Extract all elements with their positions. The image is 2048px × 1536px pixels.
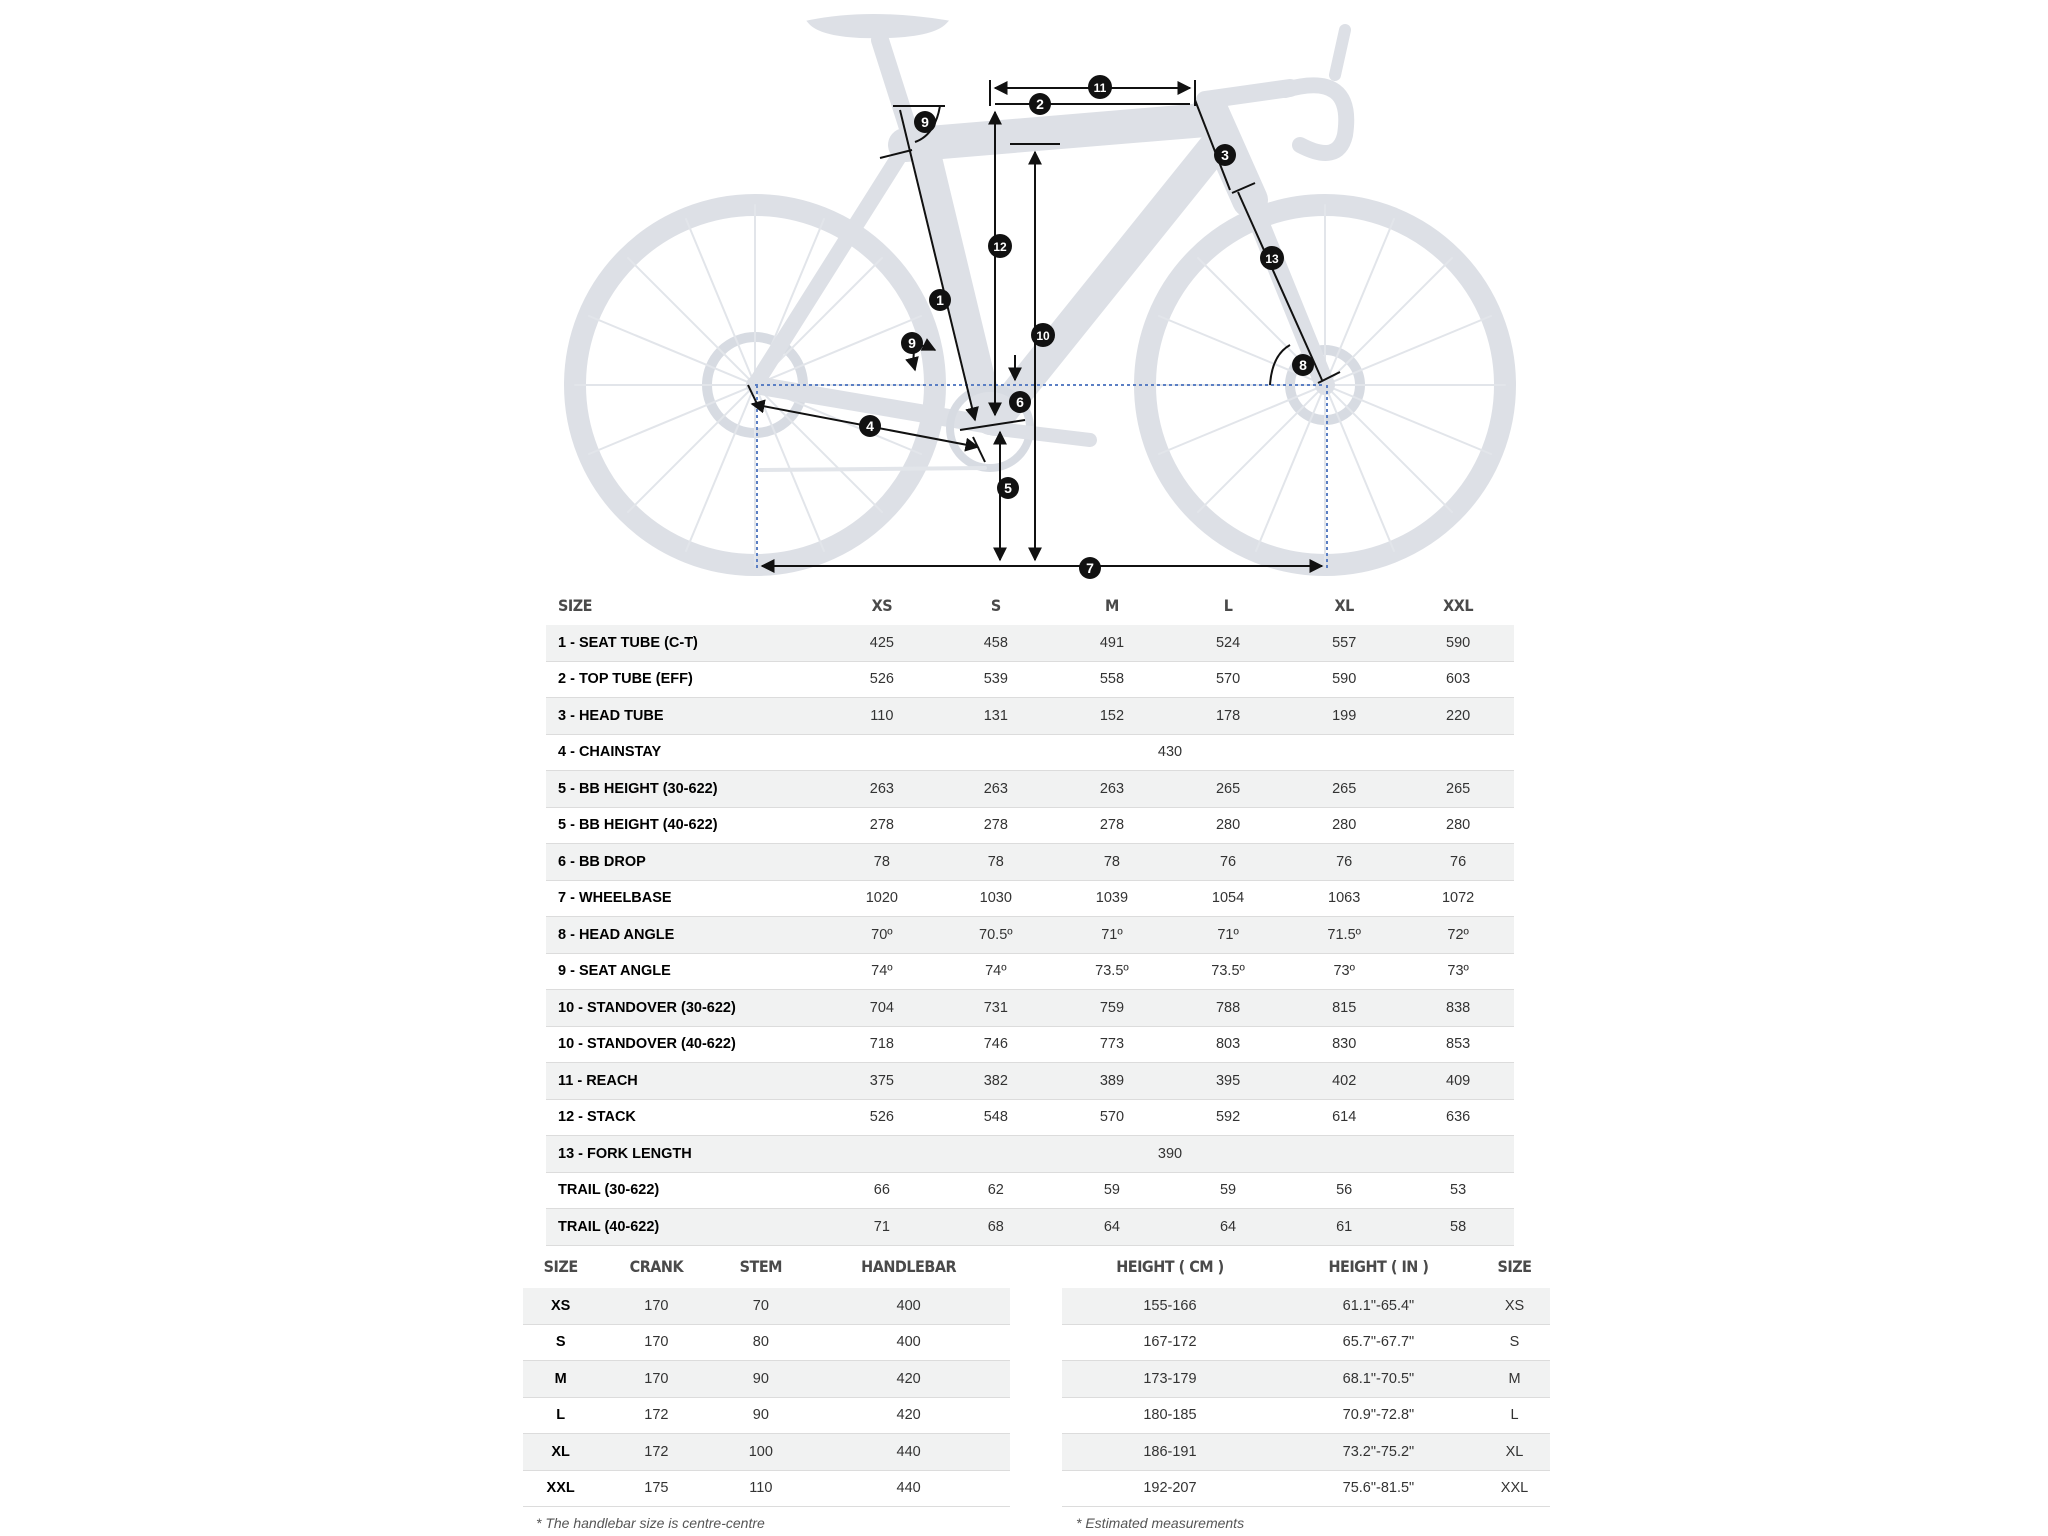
measurement-value: 73.5º bbox=[1054, 953, 1170, 990]
geometry-table bbox=[546, 585, 1514, 1246]
svg-text:11: 11 bbox=[1093, 81, 1107, 95]
measurement-label: 13 - FORK LENGTH bbox=[546, 1136, 826, 1173]
measurement-value: 838 bbox=[1402, 990, 1514, 1027]
component-value: 170 bbox=[598, 1324, 714, 1361]
measurement-value: 830 bbox=[1286, 1026, 1402, 1063]
marker-7 bbox=[1079, 557, 1101, 579]
measurement-value: 71º bbox=[1054, 917, 1170, 954]
fit-value: L bbox=[1479, 1397, 1550, 1434]
size-header: M bbox=[1105, 595, 1119, 615]
svg-text:6: 6 bbox=[1016, 394, 1024, 410]
measurement-value: 557 bbox=[1286, 625, 1402, 661]
measurement-value: 731 bbox=[938, 990, 1054, 1027]
marker-9-top bbox=[914, 111, 936, 133]
component-value: 90 bbox=[714, 1397, 807, 1434]
measurement-value: 78 bbox=[1054, 844, 1170, 881]
svg-text:7: 7 bbox=[1086, 560, 1094, 576]
measurement-value: 178 bbox=[1170, 698, 1286, 735]
measurement-value: 558 bbox=[1054, 661, 1170, 698]
component-value: 172 bbox=[598, 1397, 714, 1434]
measurement-label: 10 - STANDOVER (40-622) bbox=[546, 1026, 826, 1063]
measurement-value: 152 bbox=[1054, 698, 1170, 735]
measurement-value: 78 bbox=[826, 844, 938, 881]
measurement-value: 78 bbox=[938, 844, 1054, 881]
bike-geometry-diagram bbox=[0, 0, 2048, 580]
fit-value: 173-179 bbox=[1062, 1361, 1278, 1398]
component-value: 80 bbox=[714, 1324, 807, 1361]
measurement-value: 425 bbox=[826, 625, 938, 661]
marker-9-bottom bbox=[901, 332, 923, 354]
measurement-value: 263 bbox=[1054, 771, 1170, 808]
fit-row bbox=[1062, 1361, 1550, 1398]
geometry-row bbox=[546, 771, 1514, 808]
component-value: 440 bbox=[807, 1434, 1010, 1471]
measurement-value: 788 bbox=[1170, 990, 1286, 1027]
measurement-value: 395 bbox=[1170, 1063, 1286, 1100]
measurement-value: 1054 bbox=[1170, 880, 1286, 917]
rider-fit-table bbox=[1062, 1244, 1550, 1507]
measurement-value: 570 bbox=[1170, 661, 1286, 698]
geometry-size-header: SIZE bbox=[558, 595, 592, 615]
component-value: 90 bbox=[714, 1361, 807, 1398]
component-value: 70 bbox=[714, 1288, 807, 1324]
svg-text:9: 9 bbox=[921, 114, 929, 130]
measurement-label: TRAIL (40-622) bbox=[546, 1209, 826, 1246]
svg-text:1: 1 bbox=[936, 292, 944, 308]
marker-12 bbox=[988, 234, 1012, 258]
fit-value: 75.6"-81.5" bbox=[1278, 1470, 1479, 1507]
measurement-value: 1030 bbox=[938, 880, 1054, 917]
geometry-row bbox=[546, 990, 1514, 1027]
measurement-value: 64 bbox=[1170, 1209, 1286, 1246]
measurement-value: 199 bbox=[1286, 698, 1402, 735]
measurement-label: 5 - BB HEIGHT (40-622) bbox=[546, 807, 826, 844]
measurement-value: 704 bbox=[826, 990, 938, 1027]
measurement-value: 1072 bbox=[1402, 880, 1514, 917]
measurement-value: 278 bbox=[826, 807, 938, 844]
geometry-row bbox=[546, 698, 1514, 735]
components-header: CRANK bbox=[629, 1256, 684, 1276]
measurement-value: 590 bbox=[1286, 661, 1402, 698]
component-size: XL bbox=[523, 1434, 598, 1471]
measurement-value: 72º bbox=[1402, 917, 1514, 954]
geometry-row bbox=[546, 661, 1514, 698]
component-size: M bbox=[523, 1361, 598, 1398]
measurement-value: 265 bbox=[1402, 771, 1514, 808]
fit-value: 186-191 bbox=[1062, 1434, 1278, 1471]
measurement-value: 402 bbox=[1286, 1063, 1402, 1100]
measurement-value: 71 bbox=[826, 1209, 938, 1246]
fit-value: 192-207 bbox=[1062, 1470, 1278, 1507]
components-header: SIZE bbox=[543, 1256, 578, 1276]
measurement-value: 636 bbox=[1402, 1099, 1514, 1136]
measurement-value: 53 bbox=[1402, 1172, 1514, 1209]
measurement-value: 603 bbox=[1402, 661, 1514, 698]
measurement-value: 390 bbox=[826, 1136, 1514, 1173]
measurement-value: 56 bbox=[1286, 1172, 1402, 1209]
measurement-value: 389 bbox=[1054, 1063, 1170, 1100]
component-size: XXL bbox=[523, 1470, 598, 1507]
geometry-row bbox=[546, 807, 1514, 844]
measurement-label: 3 - HEAD TUBE bbox=[546, 698, 826, 735]
svg-text:4: 4 bbox=[866, 418, 874, 434]
measurement-label: 11 - REACH bbox=[546, 1063, 826, 1100]
measurement-value: 409 bbox=[1402, 1063, 1514, 1100]
measurement-label: 4 - CHAINSTAY bbox=[546, 734, 826, 771]
measurement-label: 2 - TOP TUBE (EFF) bbox=[546, 661, 826, 698]
marker-10 bbox=[1031, 323, 1055, 347]
measurement-value: 265 bbox=[1286, 771, 1402, 808]
component-size: XS bbox=[523, 1288, 598, 1324]
svg-text:3: 3 bbox=[1221, 147, 1229, 163]
components-table bbox=[523, 1244, 1010, 1507]
svg-text:5: 5 bbox=[1004, 480, 1012, 496]
geometry-row bbox=[546, 844, 1514, 881]
measurement-value: 62 bbox=[938, 1172, 1054, 1209]
estimated-note: * Estimated measurements bbox=[1076, 1515, 1245, 1531]
measurement-value: 382 bbox=[938, 1063, 1054, 1100]
component-value: 420 bbox=[807, 1397, 1010, 1434]
component-value: 400 bbox=[807, 1324, 1010, 1361]
handlebar-note: * The handlebar size is centre-centre bbox=[536, 1515, 765, 1531]
measurement-value: 76 bbox=[1170, 844, 1286, 881]
size-header: L bbox=[1223, 595, 1233, 615]
measurement-value: 759 bbox=[1054, 990, 1170, 1027]
svg-text:10: 10 bbox=[1036, 329, 1050, 343]
measurement-value: 110 bbox=[826, 698, 938, 735]
fit-value: 61.1"-65.4" bbox=[1278, 1288, 1479, 1324]
component-value: 170 bbox=[598, 1361, 714, 1398]
measurement-value: 74º bbox=[826, 953, 938, 990]
fit-row bbox=[1062, 1397, 1550, 1434]
component-value: 400 bbox=[807, 1288, 1010, 1324]
measurement-value: 59 bbox=[1054, 1172, 1170, 1209]
components-row bbox=[523, 1324, 1010, 1361]
marker-8 bbox=[1292, 354, 1314, 376]
measurement-value: 280 bbox=[1402, 807, 1514, 844]
geometry-row bbox=[546, 880, 1514, 917]
measurement-value: 570 bbox=[1054, 1099, 1170, 1136]
geometry-row bbox=[546, 1136, 1514, 1173]
measurement-value: 815 bbox=[1286, 990, 1402, 1027]
fit-value: 155-166 bbox=[1062, 1288, 1278, 1324]
measurement-value: 491 bbox=[1054, 625, 1170, 661]
measurement-value: 76 bbox=[1402, 844, 1514, 881]
measurement-value: 614 bbox=[1286, 1099, 1402, 1136]
fit-value: 70.9"-72.8" bbox=[1278, 1397, 1479, 1434]
size-header: S bbox=[990, 595, 1001, 615]
measurement-label: 8 - HEAD ANGLE bbox=[546, 917, 826, 954]
components-row bbox=[523, 1434, 1010, 1471]
size-header: XL bbox=[1334, 595, 1354, 615]
marker-3 bbox=[1214, 144, 1236, 166]
measurement-value: 592 bbox=[1170, 1099, 1286, 1136]
svg-text:12: 12 bbox=[993, 240, 1007, 254]
measurement-lines bbox=[748, 80, 1340, 566]
fit-value: M bbox=[1479, 1361, 1550, 1398]
fit-value: 65.7"-67.7" bbox=[1278, 1324, 1479, 1361]
measurement-value: 280 bbox=[1170, 807, 1286, 844]
measurement-value: 278 bbox=[938, 807, 1054, 844]
measurement-value: 1020 bbox=[826, 880, 938, 917]
components-row bbox=[523, 1470, 1010, 1507]
component-value: 420 bbox=[807, 1361, 1010, 1398]
components-row bbox=[523, 1288, 1010, 1324]
geometry-row bbox=[546, 1026, 1514, 1063]
measurement-value: 590 bbox=[1402, 625, 1514, 661]
measurement-value: 71º bbox=[1170, 917, 1286, 954]
marker-11 bbox=[1088, 75, 1112, 99]
measurement-value: 280 bbox=[1286, 807, 1402, 844]
measurement-label: 6 - BB DROP bbox=[546, 844, 826, 881]
geometry-row bbox=[546, 1099, 1514, 1136]
fit-row bbox=[1062, 1434, 1550, 1471]
measurement-value: 526 bbox=[826, 1099, 938, 1136]
measurement-label: TRAIL (30-622) bbox=[546, 1172, 826, 1209]
components-header: HANDLEBAR bbox=[861, 1256, 957, 1276]
geometry-row bbox=[546, 917, 1514, 954]
svg-text:2: 2 bbox=[1036, 96, 1044, 112]
component-value: 172 bbox=[598, 1434, 714, 1471]
measurement-value: 70º bbox=[826, 917, 938, 954]
measurement-value: 64 bbox=[1054, 1209, 1170, 1246]
components-header-row bbox=[523, 1244, 1010, 1288]
fit-row bbox=[1062, 1470, 1550, 1507]
measurement-value: 375 bbox=[826, 1063, 938, 1100]
measurement-value: 526 bbox=[826, 661, 938, 698]
measurement-value: 278 bbox=[1054, 807, 1170, 844]
fit-header: HEIGHT ( IN ) bbox=[1328, 1256, 1429, 1276]
measurement-value: 263 bbox=[938, 771, 1054, 808]
measurement-value: 853 bbox=[1402, 1026, 1514, 1063]
measurement-value: 430 bbox=[826, 734, 1514, 771]
geometry-row bbox=[546, 734, 1514, 771]
measurement-value: 1063 bbox=[1286, 880, 1402, 917]
measurement-value: 773 bbox=[1054, 1026, 1170, 1063]
marker-2 bbox=[1029, 93, 1051, 115]
fit-value: S bbox=[1479, 1324, 1550, 1361]
measurement-label: 12 - STACK bbox=[546, 1099, 826, 1136]
component-value: 175 bbox=[598, 1470, 714, 1507]
measurement-value: 131 bbox=[938, 698, 1054, 735]
measurement-value: 58 bbox=[1402, 1209, 1514, 1246]
component-value: 170 bbox=[598, 1288, 714, 1324]
marker-1 bbox=[929, 289, 951, 311]
measurement-value: 76 bbox=[1286, 844, 1402, 881]
measurement-label: 5 - BB HEIGHT (30-622) bbox=[546, 771, 826, 808]
measurement-value: 539 bbox=[938, 661, 1054, 698]
measurement-value: 70.5º bbox=[938, 917, 1054, 954]
measurement-value: 73º bbox=[1402, 953, 1514, 990]
measurement-value: 66 bbox=[826, 1172, 938, 1209]
measurement-value: 61 bbox=[1286, 1209, 1402, 1246]
geometry-header-row bbox=[546, 585, 1514, 625]
fit-header: SIZE bbox=[1497, 1256, 1532, 1276]
svg-text:13: 13 bbox=[1265, 252, 1279, 266]
marker-13 bbox=[1260, 246, 1284, 270]
fit-value: XL bbox=[1479, 1434, 1550, 1471]
geometry-row bbox=[546, 953, 1514, 990]
size-header: XXL bbox=[1443, 595, 1474, 615]
measurement-value: 803 bbox=[1170, 1026, 1286, 1063]
fit-value: XXL bbox=[1479, 1470, 1550, 1507]
component-value: 100 bbox=[714, 1434, 807, 1471]
measurement-value: 59 bbox=[1170, 1172, 1286, 1209]
component-size: L bbox=[523, 1397, 598, 1434]
geometry-row bbox=[546, 1063, 1514, 1100]
measurement-value: 68 bbox=[938, 1209, 1054, 1246]
component-size: S bbox=[523, 1324, 598, 1361]
measurement-value: 548 bbox=[938, 1099, 1054, 1136]
geometry-row bbox=[546, 625, 1514, 661]
fit-value: 68.1"-70.5" bbox=[1278, 1361, 1479, 1398]
geometry-row bbox=[546, 1209, 1514, 1246]
measurement-label: 10 - STANDOVER (30-622) bbox=[546, 990, 826, 1027]
measurement-value: 1039 bbox=[1054, 880, 1170, 917]
fit-value: 180-185 bbox=[1062, 1397, 1278, 1434]
size-header: XS bbox=[871, 595, 893, 615]
measurement-value: 73.5º bbox=[1170, 953, 1286, 990]
components-row bbox=[523, 1361, 1010, 1398]
svg-text:9: 9 bbox=[908, 335, 916, 351]
fit-value: 167-172 bbox=[1062, 1324, 1278, 1361]
component-value: 110 bbox=[714, 1470, 807, 1507]
fit-value: 73.2"-75.2" bbox=[1278, 1434, 1479, 1471]
fit-row bbox=[1062, 1288, 1550, 1324]
measurement-value: 71.5º bbox=[1286, 917, 1402, 954]
measurement-value: 73º bbox=[1286, 953, 1402, 990]
marker-4 bbox=[859, 415, 881, 437]
fit-header-row bbox=[1062, 1244, 1550, 1288]
svg-text:8: 8 bbox=[1299, 357, 1307, 373]
fit-value: XS bbox=[1479, 1288, 1550, 1324]
measurement-label: 7 - WHEELBASE bbox=[546, 880, 826, 917]
measurement-label: 9 - SEAT ANGLE bbox=[546, 953, 826, 990]
marker-5 bbox=[997, 477, 1019, 499]
measurement-value: 524 bbox=[1170, 625, 1286, 661]
measurement-value: 263 bbox=[826, 771, 938, 808]
measurement-value: 458 bbox=[938, 625, 1054, 661]
measurement-value: 746 bbox=[938, 1026, 1054, 1063]
components-row bbox=[523, 1397, 1010, 1434]
fit-header: HEIGHT ( CM ) bbox=[1116, 1256, 1224, 1276]
marker-6 bbox=[1009, 391, 1031, 413]
fit-row bbox=[1062, 1324, 1550, 1361]
measurement-label: 1 - SEAT TUBE (C-T) bbox=[546, 625, 826, 661]
geometry-row bbox=[546, 1172, 1514, 1209]
component-value: 440 bbox=[807, 1470, 1010, 1507]
measurement-value: 265 bbox=[1170, 771, 1286, 808]
measurement-value: 718 bbox=[826, 1026, 938, 1063]
measurement-value: 220 bbox=[1402, 698, 1514, 735]
measurement-value: 74º bbox=[938, 953, 1054, 990]
components-header: STEM bbox=[739, 1256, 783, 1276]
